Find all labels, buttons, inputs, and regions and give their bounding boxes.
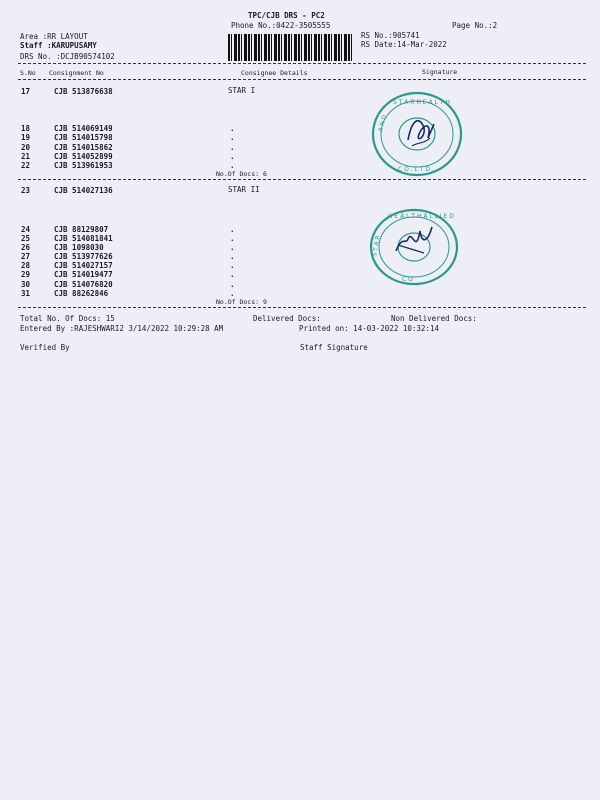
- row-consignee-dot: .: [230, 152, 235, 161]
- row-sno: 23: [21, 186, 31, 195]
- drs-number: DRS No. :DCJB90574102: [20, 52, 115, 61]
- entered-by: Entered By :RAJESHWARI2 3/14/2022 10:29:28 AM: [20, 324, 224, 333]
- company-seal-stamp: [366, 205, 462, 293]
- total-docs: Total No. Of Docs: 15: [20, 314, 115, 323]
- svg-text:S T A R H E A L T H: S T A R H E A L T H: [393, 99, 450, 106]
- row-sno: 28: [21, 261, 31, 270]
- row-sno: 19: [21, 133, 31, 142]
- staff-signature: Staff Signature: [300, 343, 368, 352]
- row-consignment: CJB 513961953: [54, 161, 113, 170]
- svg-text:C O: C O: [402, 276, 413, 283]
- row-consignee-dot: .: [230, 161, 235, 170]
- col-consignee: Consignee Details: [241, 69, 308, 77]
- row-consignee-dot: .: [230, 243, 235, 252]
- table-row: [0, 270, 600, 280]
- svg-text:H E A L T H A L L I E D: H E A L T H A L L I E D: [388, 213, 454, 220]
- area-label: Area :RR LAYOUT: [20, 32, 88, 41]
- col-sno: S.No: [20, 69, 36, 77]
- row-consignment: CJB 514015862: [54, 143, 113, 152]
- row-sno: 18: [21, 124, 31, 133]
- column-divider: [18, 79, 586, 80]
- header-divider: [18, 63, 586, 64]
- company-seal-stamp: [368, 88, 466, 180]
- table-row: [0, 186, 600, 196]
- row-consignment: CJB 514027136: [54, 186, 113, 195]
- row-sno: 22: [21, 161, 31, 170]
- row-sno: 26: [21, 243, 31, 252]
- delivered-docs: Delivered Docs:: [253, 314, 321, 323]
- svg-text:S T A R: S T A R: [371, 234, 382, 258]
- row-sno: 25: [21, 234, 31, 243]
- docs-count: No.Of Docs: 9: [216, 298, 267, 306]
- page-number: Page No.:2: [452, 21, 498, 30]
- row-sno: 21: [21, 152, 31, 161]
- row-consignment: CJB 514069149: [54, 124, 113, 133]
- row-consignment: CJB 513876638: [54, 87, 113, 96]
- row-consignment: CJB 1098030: [54, 243, 104, 252]
- rs-number: RS No.:905741: [361, 31, 420, 40]
- row-sno: 20: [21, 143, 31, 152]
- footer-divider: [18, 307, 586, 308]
- table-row: [0, 133, 600, 143]
- barcode: [228, 34, 354, 61]
- col-signature: Signature: [422, 68, 458, 76]
- table-row: [0, 87, 600, 97]
- row-consignment: CJB 514081841: [54, 234, 113, 243]
- row-sno: 17: [21, 87, 31, 96]
- document-title: TPC/CJB DRS - PC2: [248, 11, 325, 20]
- row-consignment: CJB 514027157: [54, 261, 113, 270]
- row-sno: 31: [21, 289, 31, 298]
- phone-number: Phone No.:0422-3505555: [231, 21, 331, 30]
- row-sno: 27: [21, 252, 31, 261]
- row-consignee-dot: .: [230, 124, 235, 133]
- row-consignee-dot: .: [230, 133, 235, 142]
- row-consignee-dot: .: [230, 143, 235, 152]
- group-divider: [18, 179, 586, 180]
- table-row: [0, 289, 600, 299]
- col-consignment: Consignment No: [49, 69, 104, 77]
- staff-label: Staff :KARUPUSAMY: [20, 41, 97, 50]
- row-consignee-dot: .: [230, 225, 235, 234]
- row-consignee-dot: .: [230, 261, 235, 270]
- row-sno: 30: [21, 280, 31, 289]
- row-consignee-dot: .: [230, 252, 235, 261]
- row-consignee-dot: .: [230, 289, 235, 298]
- svg-text:C O . L T D .: C O . L T D .: [398, 166, 434, 173]
- row-sno: 24: [21, 225, 31, 234]
- row-sno: 29: [21, 270, 31, 279]
- svg-text:A N D: A N D: [377, 114, 389, 133]
- verified-by: Verified By: [20, 343, 70, 352]
- row-consignment: CJB 514015798: [54, 133, 113, 142]
- row-consignment: CJB 514052899: [54, 152, 113, 161]
- table-row: [0, 161, 600, 171]
- consignee-name: STAR I: [228, 86, 256, 95]
- row-consignment: CJB 514076820: [54, 280, 113, 289]
- row-consignee-dot: .: [230, 280, 235, 289]
- row-consignment: CJB 88262846: [54, 289, 109, 298]
- consignee-name: STAR II: [228, 185, 260, 194]
- row-consignee-dot: .: [230, 234, 235, 243]
- printed-on: Printed on: 14-03-2022 10:32:14: [299, 324, 439, 333]
- row-consignment: CJB 88129807: [54, 225, 109, 234]
- row-consignee-dot: .: [230, 270, 235, 279]
- row-consignment: CJB 513977626: [54, 252, 113, 261]
- rs-date: RS Date:14-Mar-2022: [361, 40, 447, 49]
- docs-count: No.Of Docs: 6: [216, 170, 267, 178]
- row-consignment: CJB 514019477: [54, 270, 113, 279]
- non-delivered-docs: Non Delivered Docs:: [391, 314, 477, 323]
